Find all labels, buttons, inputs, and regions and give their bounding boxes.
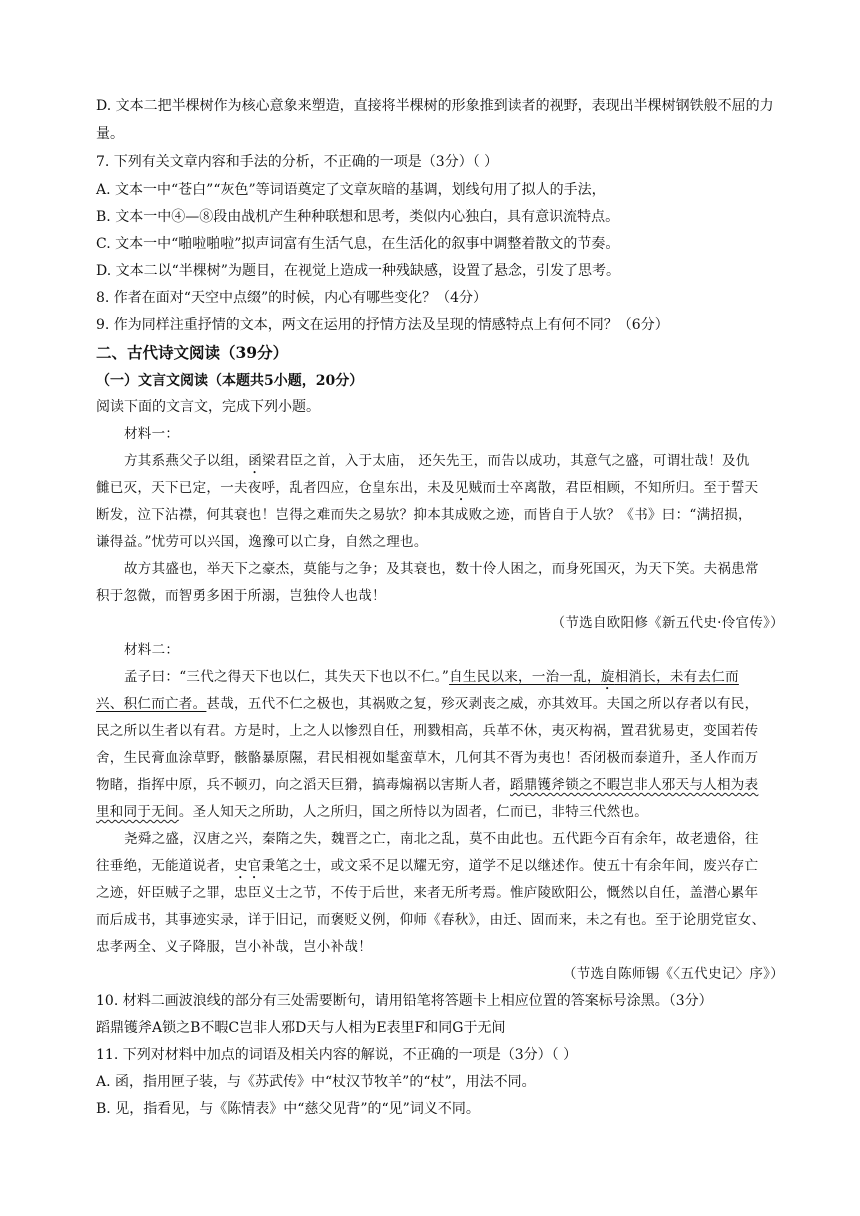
q6-option-d-line2: 量。 [96, 126, 124, 142]
dotted-word-jian: 见 [454, 480, 469, 496]
underlined-sentence: 相消长，未有去仁而 [614, 669, 739, 685]
reading-instruction: 阅读下面的文言文，完成下列小题。 [96, 399, 320, 415]
text-run: 孟子曰：“三代之得天下也以仁，其失天下也以不仁。” [124, 669, 450, 685]
material1-source: （节选自欧阳修《新五代史·伶官传》） [551, 615, 784, 631]
text-run: 甚哉，五代不仁之极也，其祸败之复，殄灭剥丧之威，亦其效耳。夫国之所以存者以有民， [206, 696, 759, 712]
material2-p1-line6 [96, 802, 648, 822]
material2-p1-line1 [124, 667, 739, 693]
material2-p1-line4: 舍，生民膏血涂草野，骸骼暴原隰，君民相视如髦蛮草木，几何其不胥为夷也！否闭极而泰道升，圣人作而万 [96, 750, 759, 766]
material2-p2-line2 [96, 856, 758, 882]
material2-p1-line3: 民之所以生者以有君。方是时，上之人以惨烈自任，刑戮相高，兵革不休，夷灭构祸，置君犹易吏，变国若传 [96, 723, 759, 739]
material1-p2-line1: 故方其盛也，举天下之豪杰，莫能与之争；及其衰也，数十伶人困之，而身死国灭，为天下笑。夫祸患常 [124, 561, 759, 577]
material2-p2-line3: 之迹，奸臣贼子之罪，忠臣义士之节，不传于后世，来者无所考焉。惟庐陵欧阳公，慨然以自任，盖潜心累年 [96, 885, 759, 901]
subsection-title-classical-prose: （一）文言文阅读（本题共5小题，20分） [96, 373, 364, 389]
material1-p1-line4: 谦得益。”忧劳可以兴国，逸豫可以亡身，自然之理也。 [96, 534, 428, 550]
wavy-underlined-passage: 蹈鼎镬斧锁之不暇岂非人邪天与人相为表 [510, 777, 759, 793]
q7-stem: 7. 下列有关文章内容和手法的分析，不正确的一项是（3分）（ ） [96, 154, 499, 170]
material2-p2-line4: 而后成书，其事迹实录，详于旧记，而褒贬义例，仰师《春秋》，由迁、固而来，未之有也。至于论朋党宦女、 [96, 912, 766, 928]
wavy-underlined-passage: 里和同于无间 [96, 804, 179, 820]
q8-stem: 8. 作者在面对“天空中点缀”的时候，内心有哪些变化？（4分） [96, 290, 488, 306]
text-run: 贼而士卒离散，君臣相顾，不知所归。至于誓天 [468, 480, 759, 496]
section-title-classical: 二、古代诗文阅读（39分） [96, 343, 289, 362]
underlined-sentence: 自生民以来，一治一乱， [449, 669, 601, 685]
text-run: 梁君臣之首，入于太庙， 还矢先王，而告以成功，其意气之盛，可谓壮哉！及仇 [262, 453, 750, 469]
dotted-word-shiguan: 史官 [234, 858, 262, 874]
material1-p1-line2 [96, 478, 758, 504]
material2-source: （节选自陈师锡《〈五代史记〉序》） [562, 966, 784, 982]
material2-p1-line5 [96, 775, 758, 795]
q11-stem: 11. 下列对材料中加点的词语及相关内容的解说，不正确的一项是（3分）（ ） [96, 1047, 578, 1063]
text-run: 方其系燕父子以组， [124, 453, 249, 469]
q10-stem: 10. 材料二画波浪线的部分有三处需要断句，请用铅笔将答题卡上相应位置的答案标号涂黑。（3分） [96, 993, 713, 1009]
text-run: 物睹，指挥中原，兵不顿刃，向之滔天巨猾，搞毒煽祸以害斯人者， [96, 777, 510, 793]
material1-p2-line2: 积于忽微，而智勇多困于所溺，岂独伶人也哉！ [96, 588, 386, 604]
q11-option-b: B. 见，指看见，与《陈情表》中“慈父见背”的“见”词义不同。 [96, 1101, 480, 1117]
q6-option-d-line1: D. 文本二把半棵树作为核心意象来塑造，直接将半棵树的形象推到读者的视野，表现出半棵树钢铁般不屈的力 [96, 98, 774, 114]
q11-option-a: A. 函，指用匣子装，与《苏武传》中“杖汉节牧羊”的“杖”，用法不同。 [96, 1074, 536, 1090]
text-run: 雠已灭，天下已定，一夫夜呼，乱者四应，仓皇东出，未及 [96, 480, 455, 496]
q7-option-d: D. 文本二以“半棵树”为题目，在视觉上造成一种残缺感，设置了悬念，引发了思考。 [96, 263, 620, 279]
material2-p1-line2 [96, 694, 758, 714]
dotted-word-han: 函 [248, 453, 263, 469]
material1-p1-line1 [124, 451, 750, 477]
text-run: 。圣人知天之所助，人之所归，国之所恃以为固者，仁而已，非特三代然也。 [178, 804, 649, 820]
underlined-sentence: 兴、积仁而亡者。 [96, 696, 207, 712]
material1-label: 材料一： [124, 426, 180, 442]
text-run: 秉笔之士，或文采不足以耀无穷，道学不足以继述作。使五十有余年间，废兴存亡 [261, 858, 759, 874]
q7-option-b: B. 文本一中④—⑧段由战机产生种种联想和思考，类似内心独白，具有意识流特点。 [96, 209, 620, 225]
material2-label: 材料二： [124, 642, 180, 658]
dotted-word-xuan: 旋 [600, 669, 615, 685]
text-run: 往垂绝，无能道说者， [96, 858, 234, 874]
material2-p2-line5: 忠孝两全、义子降服，岂小补哉，岂小补哉！ [96, 939, 372, 955]
material1-p1-line3: 断发，泣下沾襟，何其衰也！岂得之难而失之易欤？抑本其成败之迹，而皆自于人欤？《书》曰：“满招损， [96, 507, 752, 523]
q7-option-c: C. 文本一中“啪啦啪啦”拟声词富有生活气息，在生活化的叙事中调整着散文的节奏。 [96, 236, 620, 252]
material2-p2-line1: 尧舜之盛，汉唐之兴，秦隋之失，魏晋之亡，南北之乱，莫不由此也。五代距今百有余年，故老遗俗，往 [124, 831, 759, 847]
q10-options: 蹈鼎镬斧A锁之B不暇C岂非人邪D天与人相为E表里F和同G于无间 [96, 1020, 506, 1036]
q9-stem: 9. 作为同样注重抒情的文本，两文在运用的抒情方法及呈现的情感特点上有何不同？（6分） [96, 317, 669, 333]
q7-option-a: A. 文本一中“苍白”“灰色”等词语奠定了文章灰暗的基调，划线句用了拟人的手法， [96, 182, 606, 198]
